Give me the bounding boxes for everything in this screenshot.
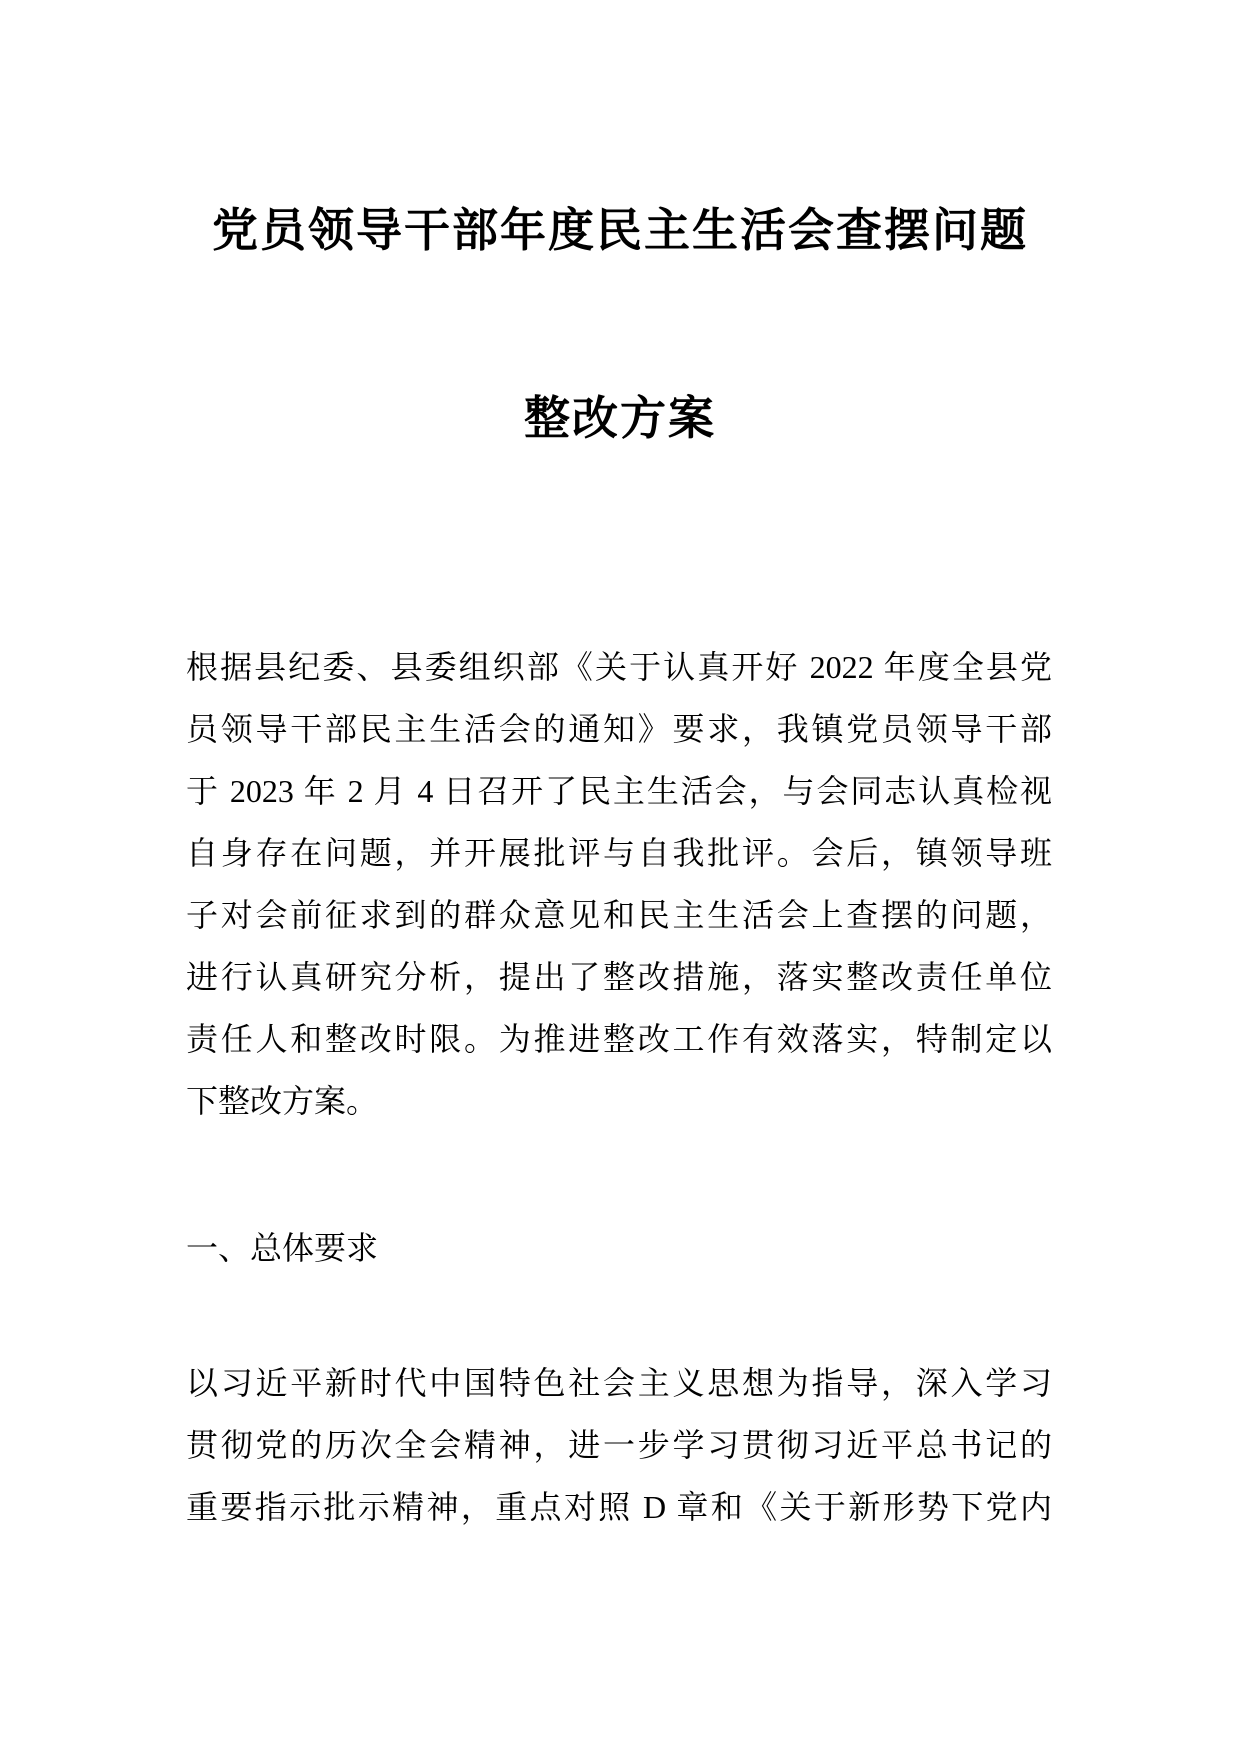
text-line: 员领导干部民主生活会的通知》要求，我镇党员领导干部 [186, 711, 1052, 747]
text-line: 自身存在问题，并开展批评与自我批评。会后，镇领导班 [186, 835, 1052, 871]
paragraph-overall-requirements [186, 1352, 1052, 1538]
document-title-line-2: 整改方案 [524, 392, 716, 444]
text-line: 责任人和整改时限。为推进整改工作有效落实，特制定以 [186, 1021, 1052, 1057]
text-line: 于 2023 年 2 月 4 日召开了民主生活会，与会同志认真检视 [186, 773, 1052, 809]
text-line: 重要指示批示精神，重点对照 D 章和《关于新形势下党内 [186, 1489, 1052, 1525]
text-line: 进行认真研究分析，提出了整改措施，落实整改责任单位 [186, 959, 1052, 995]
text-line: 下整改方案。 [186, 1083, 379, 1119]
text-line: 贯彻党的历次全会精神，进一步学习贯彻习近平总书记的 [186, 1427, 1052, 1463]
text-line: 根据县纪委、县委组织部《关于认真开好 2022 年度全县党 [186, 649, 1052, 685]
section-heading-overall-requirements: 一、总体要求 [186, 1230, 379, 1266]
document-title-line-1: 党员领导干部年度民主生活会查摆问题 [212, 204, 1028, 256]
paragraph-intro [186, 636, 1052, 1132]
text-line: 子对会前征求到的群众意见和民主生活会上查摆的问题， [186, 897, 1052, 933]
text-line: 以习近平新时代中国特色社会主义思想为指导，深入学习 [186, 1365, 1052, 1401]
